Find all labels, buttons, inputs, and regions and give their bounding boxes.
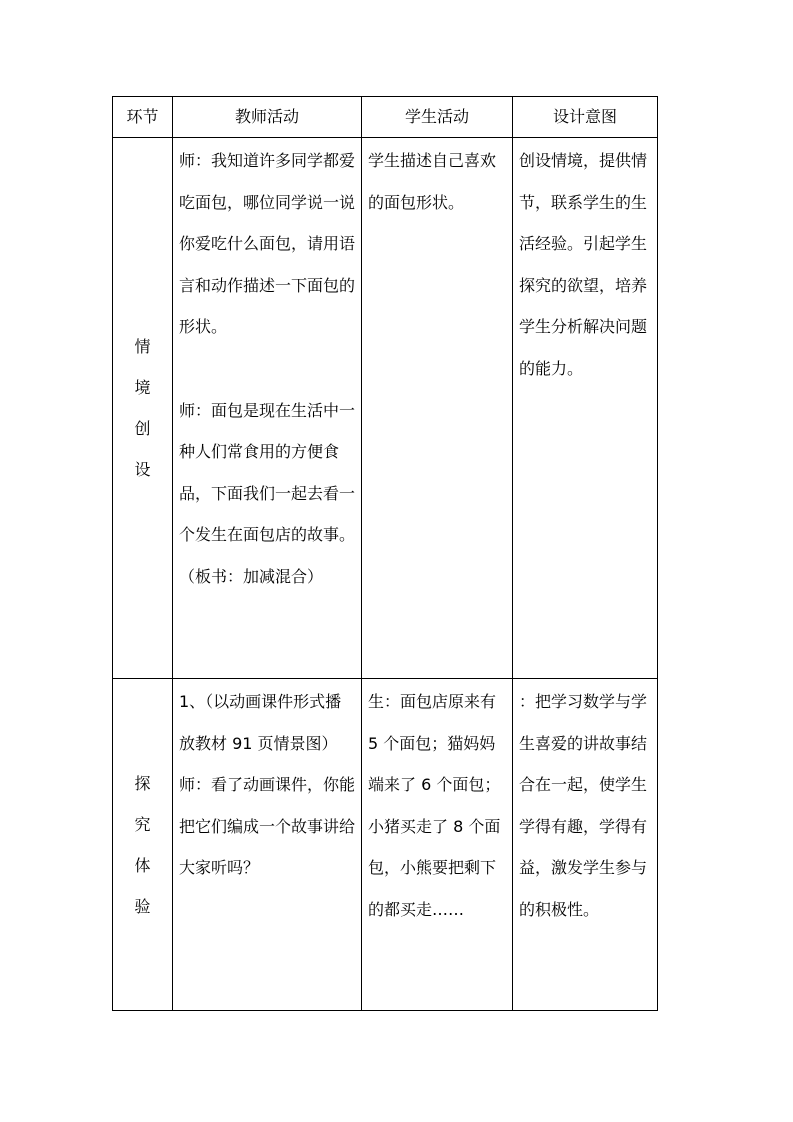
student-activity-cell <box>362 679 513 1011</box>
design-intent-cell <box>513 679 658 1011</box>
student-activity-text: 学生描述自己喜欢的面包形状。 <box>368 151 497 212</box>
header-teacher-activity: 教师活动 <box>173 97 362 138</box>
table-header-row <box>113 97 658 138</box>
teacher-activity-cell <box>173 138 362 679</box>
header-design-intent: 设计意图 <box>513 97 658 138</box>
header-stage: 环节 <box>113 97 173 138</box>
design-intent-text: 创设情境，提供情节，联系学生的生活经验。引起学生探究的欲望，培养学生分析解决问题的能力。 <box>519 151 648 378</box>
student-activity-cell <box>362 138 513 679</box>
teacher-paragraph: 师：看了动画课件，你能把它们编成一个故事讲给大家听吗？ <box>179 775 356 878</box>
stage-label: 探究体验 <box>134 773 151 916</box>
header-student-activity: 学生活动 <box>362 97 513 138</box>
lesson-plan-table <box>112 96 658 1011</box>
table-row <box>113 138 658 679</box>
student-activity-text: 生：面包店原来有 5 个面包；猫妈妈端来了 6 个面包；小猪买走了 8 个面包，小熊要把剩下的都买走…… <box>368 692 501 919</box>
stage-cell <box>113 679 173 1011</box>
teacher-paragraph: 1、（以动画课件形式播放教材 91 页情景图） <box>179 692 342 753</box>
teacher-paragraph: 师：我知道许多同学都爱吃面包，哪位同学说一说你爱吃什么面包，请用语言和动作描述一下面包的形状。 <box>179 151 356 337</box>
teacher-activity-cell <box>173 679 362 1011</box>
teacher-paragraph: 师：面包是现在生活中一种人们常食用的方便食品，下面我们一起去看一个发生在面包店的故事。（板书：加减混合） <box>179 400 356 586</box>
stage-label: 情境创设 <box>134 337 151 479</box>
table-row <box>113 679 658 1011</box>
design-intent-cell <box>513 138 658 679</box>
stage-cell <box>113 138 173 679</box>
design-intent-text: ：把学习数学与学生喜爱的讲故事结合在一起，使学生学得有趣，学得有益，激发学生参与的积极性。 <box>519 692 648 919</box>
